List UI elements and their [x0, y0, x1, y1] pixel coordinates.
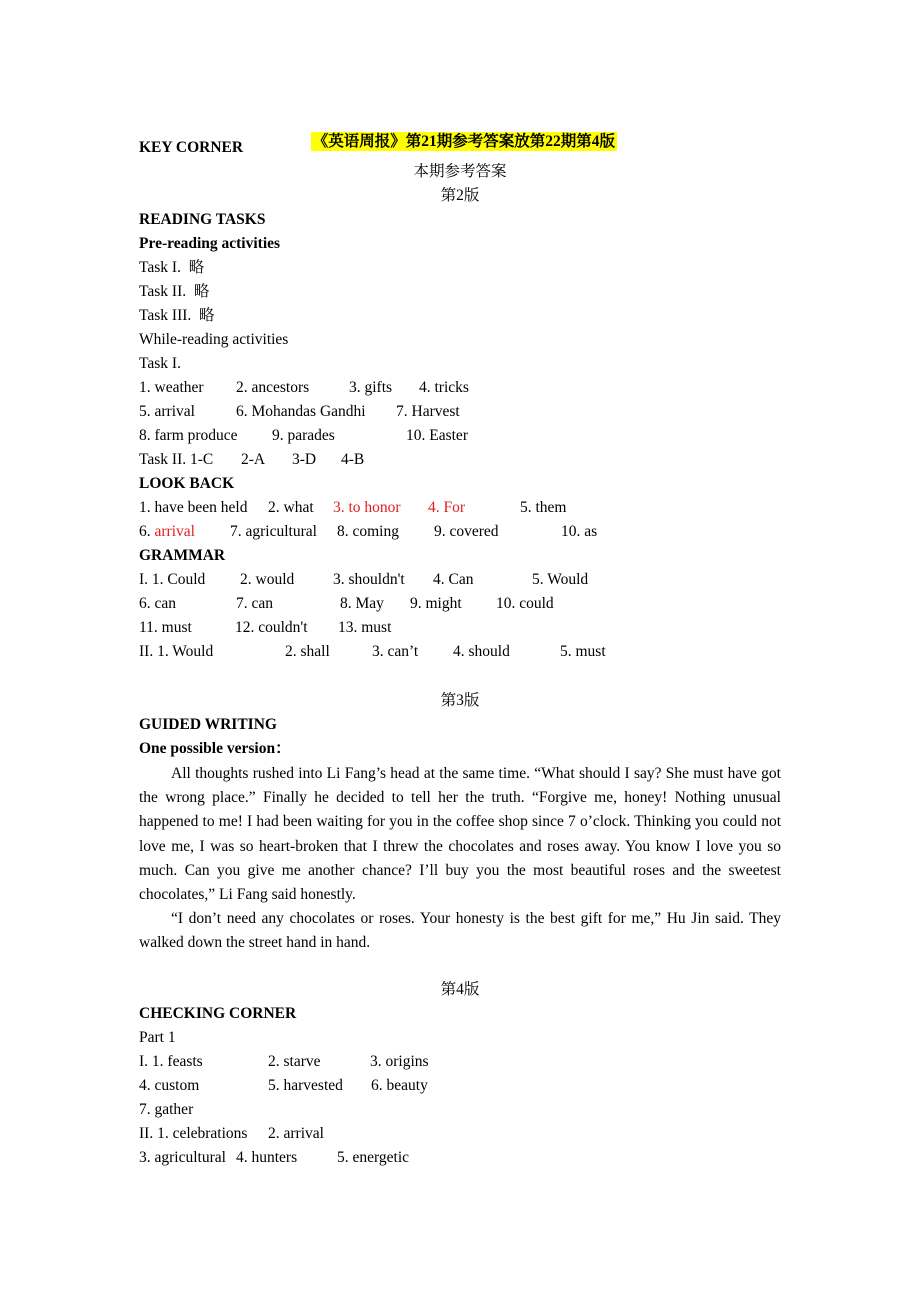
answer-cell: 2. what: [268, 499, 314, 516]
answer-cell: 9. parades: [272, 427, 335, 444]
answer-cell: 2-A: [241, 451, 266, 468]
answer-cell: 13. must: [338, 619, 392, 636]
answer-cell: 10. could: [496, 595, 554, 612]
answer-cell: 4. hunters: [236, 1149, 298, 1166]
answer-cell: II. 1. Would: [139, 643, 214, 660]
page4-heading: 第4版: [440, 981, 480, 998]
answer-cell: 1. weather: [139, 379, 204, 396]
one-possible-version-label: One possible version：: [139, 740, 291, 757]
pre-task-2: Task II. 略: [139, 283, 210, 300]
answer-cell: 7. agricultural: [230, 523, 317, 540]
answer-cell: 6. Mohandas Gandhi: [236, 403, 366, 420]
answer-cell: 1. have been held: [139, 499, 248, 516]
answer-cell: 2. would: [240, 571, 295, 588]
page2-heading: 第2版: [440, 187, 480, 204]
essay-paragraph-1: All thoughts rushed into Li Fang’s head at the same time. “What should I say? She must have got the wrong place.” Finally he decided to tell her the truth. “Forgive me, honey! Nothing unusual happened to me! I had been waiting for you in the coffee shop since 7 o’clock. Thinking you could not love me, I was so heart-broken that I threw the chocolates and roses away. You know I love you so much. Can you give me another chance? I’ll buy you the most beautiful roses and the sweetest chocolates,” Li Fang said honestly.: [139, 765, 781, 904]
answer-cell: 3. shouldn't: [333, 571, 405, 588]
answer-cell: 6. beauty: [371, 1077, 428, 1094]
answer-cell: 4-B: [341, 451, 365, 468]
answer-cell: Task II. 1-C: [139, 451, 214, 468]
answer-cell: [139, 523, 195, 541]
corrected-answer: arrival: [154, 523, 195, 540]
answer-cell: 8. May: [340, 595, 384, 612]
answer-cell: 3-D: [292, 451, 317, 468]
part1-label: Part 1: [139, 1029, 176, 1046]
answer-cell: 4. custom: [139, 1077, 200, 1094]
answer-cell: 5. energetic: [337, 1149, 410, 1166]
answer-cell: 2. shall: [285, 643, 330, 660]
answer-cell: 5. them: [520, 499, 567, 516]
answer-cell: 3. agricultural: [139, 1149, 226, 1166]
answer-cell: 10. Easter: [406, 427, 468, 444]
answer-cell: 4. tricks: [419, 379, 469, 396]
grammar-heading: GRAMMAR: [139, 547, 226, 564]
answer-cell: 5. harvested: [268, 1077, 343, 1094]
answer-cell: 5. arrival: [139, 403, 195, 420]
guided-writing-heading: GUIDED WRITING: [139, 716, 277, 733]
this-issue-heading: 本期参考答案: [413, 163, 507, 180]
answer-number: 6.: [139, 523, 155, 540]
answer-cell: 12. couldn't: [235, 619, 308, 636]
answer-cell: 3. gifts: [349, 379, 393, 396]
answer-cell: II. 1. celebrations: [139, 1125, 248, 1142]
answer-cell: I. 1. feasts: [139, 1053, 203, 1070]
corrected-answer-cell: 4. For: [428, 499, 466, 516]
page-title: 《英语周报》第21期参考答案放第22期第4版: [312, 133, 615, 150]
corrected-answer-cell: 3. to honor: [333, 499, 401, 516]
while-reading-heading: While-reading activities: [139, 331, 289, 348]
pre-task-1: Task I. 略: [139, 259, 205, 276]
essay-paragraph-2: “I don’t need any chocolates or roses. Your honesty is the best gift for me,” Hu Jin said. They walked down the street hand in hand.: [139, 910, 781, 952]
answer-cell: 8. coming: [337, 523, 399, 540]
answer-cell: 2. arrival: [268, 1125, 324, 1142]
page3-heading: 第3版: [440, 692, 480, 709]
answer-cell: 4. Can: [433, 571, 474, 588]
title-line: [0, 115, 920, 151]
answer-cell: 2. ancestors: [236, 379, 310, 396]
answer-cell: 3. can’t: [372, 643, 419, 660]
answer-cell: 5. must: [560, 643, 606, 660]
checking-corner-heading: CHECKING CORNER: [139, 1005, 297, 1022]
answer-cell: 9. might: [410, 595, 462, 612]
answer-cell: 7. gather: [139, 1101, 194, 1118]
answer-cell: 11. must: [139, 619, 192, 636]
answer-cell: 8. farm produce: [139, 427, 238, 444]
answer-cell: 9. covered: [434, 523, 499, 540]
answer-cell: 3. origins: [370, 1053, 429, 1070]
answer-cell: 7. can: [236, 595, 274, 612]
answer-cell: I. 1. Could: [139, 571, 206, 588]
answer-cell: 7. Harvest: [396, 403, 460, 420]
answer-cell: 2. starve: [268, 1053, 321, 1070]
task-i-label: Task I.: [139, 355, 181, 372]
pre-reading-heading: Pre-reading activities: [139, 235, 281, 252]
answer-cell: 6. can: [139, 595, 177, 612]
key-corner-heading: KEY CORNER: [139, 139, 244, 156]
reading-tasks-heading: READING TASKS: [139, 211, 266, 228]
answer-cell: 5. Would: [532, 571, 589, 588]
answer-cell: 10. as: [561, 523, 598, 540]
answer-cell: 4. should: [453, 643, 510, 660]
pre-task-3: Task III. 略: [139, 307, 215, 324]
look-back-heading: LOOK BACK: [139, 475, 235, 492]
